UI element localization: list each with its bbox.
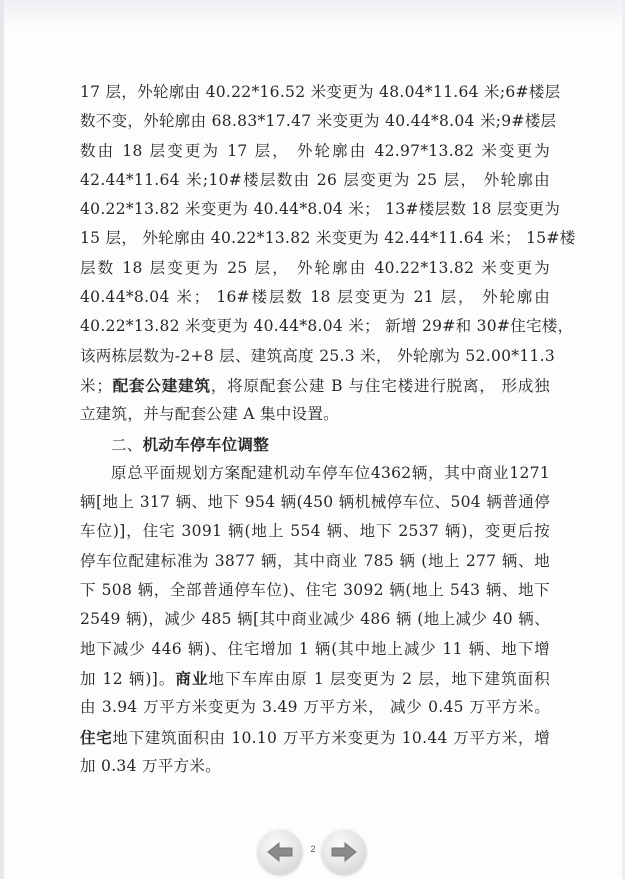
- text-line: 15 层， 外轮廓由 40.22*13.82 米变更为 42.44*11.64 米； 15#楼: [80, 229, 576, 248]
- bold-term: 商业: [175, 668, 209, 688]
- text-segment: 地下建筑面积由 10.10 万平方米变更为 10.44 万平方米，增: [112, 728, 551, 747]
- text-segment: 加 12 辆)]。: [80, 669, 176, 688]
- text-line: 42.44*11.64 米;10#楼层数由 26 层变更为 25 层， 外轮廓由: [80, 170, 550, 189]
- text-line: 40.44*8.04 米； 16#楼层数 18 层变更为 21 层， 外轮廓由: [80, 288, 550, 307]
- text-line: 层数 18 层变更为 25 层， 外轮廓由 40.22*13.82 米变更为: [80, 258, 550, 277]
- text-segment: 米；: [80, 376, 113, 395]
- text-line: 下 508 辆，全部普通停车位)、住宅 3092 辆(地上 543 辆、地下: [80, 581, 550, 600]
- text-line: 数由 18 层变更为 17 层， 外轮廓由 42.97*13.82 米变更为: [80, 141, 550, 160]
- text-line: 立建筑，并与配套公建 A 集中设置。: [80, 405, 339, 424]
- text-line: 地下减少 446 辆)、住宅增加 1 辆(其中地上减少 11 辆、地下增: [80, 639, 550, 658]
- page-number: 2: [310, 844, 316, 854]
- text-segment: ，将原配套公建 B 与住宅楼进行脱离， 形成独: [210, 376, 550, 395]
- text-line: [80, 664, 550, 693]
- text-line: 由 3.94 万平方米变更为 3.49 万平方米， 减少 0.45 万平方米。: [80, 698, 550, 717]
- text-line: 数不变，外轮廓由 68.83*17.47 米变更为 40.44*8.04 米;9#楼层: [80, 112, 557, 131]
- text-line: 40.22*13.82 米变更为 40.44*8.04 米； 新增 29#和 30#住宅楼，: [80, 317, 574, 336]
- arrow-right-icon: [330, 840, 358, 864]
- text-line: 辆[地上 317 辆、地下 954 辆(450 辆机械停车位、504 辆普通停: [80, 493, 550, 512]
- text-line: 17 层，外轮廓由 40.22*16.52 米变更为 48.04*11.64 米;6#楼层: [80, 83, 561, 101]
- arrow-left-icon: [266, 840, 294, 864]
- page-navigation: [258, 830, 368, 876]
- heading-text: 机动车停车位调整: [142, 434, 270, 454]
- text-line: [80, 723, 550, 752]
- text-line: 停车位配建标准为 3877 辆，其中商业 785 辆 (地上 277 辆、地: [80, 551, 550, 570]
- text-line: 2549 辆)，减少 485 辆[其中商业减少 486 辆 (地上减少 40 辆、: [80, 610, 550, 629]
- text-line: [80, 371, 550, 400]
- text-line: 40.22*13.82 米变更为 40.44*8.04 米； 13#楼层数 18 层变更为: [80, 200, 561, 219]
- text-line: 加 0.34 万平方米。: [80, 756, 221, 775]
- scan-edge-left: [0, 0, 4, 879]
- previous-page-button[interactable]: [258, 830, 302, 874]
- text-line: 该两栋层数为-2+8 层、建筑高度 25.3 米， 外轮廓为 52.00*11.3: [80, 346, 556, 365]
- scan-shadow-top: [0, 0, 625, 30]
- next-page-button[interactable]: [322, 830, 366, 874]
- section-heading: [80, 430, 550, 459]
- document-body: [80, 78, 576, 781]
- text-segment: 地下车库由原 1 层变更为 2 层，地下建筑面积: [208, 669, 550, 688]
- text-line: 车位)]，住宅 3091 辆(地上 554 辆、地下 2537 辆)，变更后按: [80, 522, 550, 541]
- text-line: 原总平面规划方案配建机动车停车位4362辆，其中商业1271: [111, 463, 550, 482]
- bold-term: 住宅: [80, 727, 113, 747]
- bold-term: 配套公建建筑: [112, 375, 211, 395]
- heading-number: 二、: [111, 435, 143, 454]
